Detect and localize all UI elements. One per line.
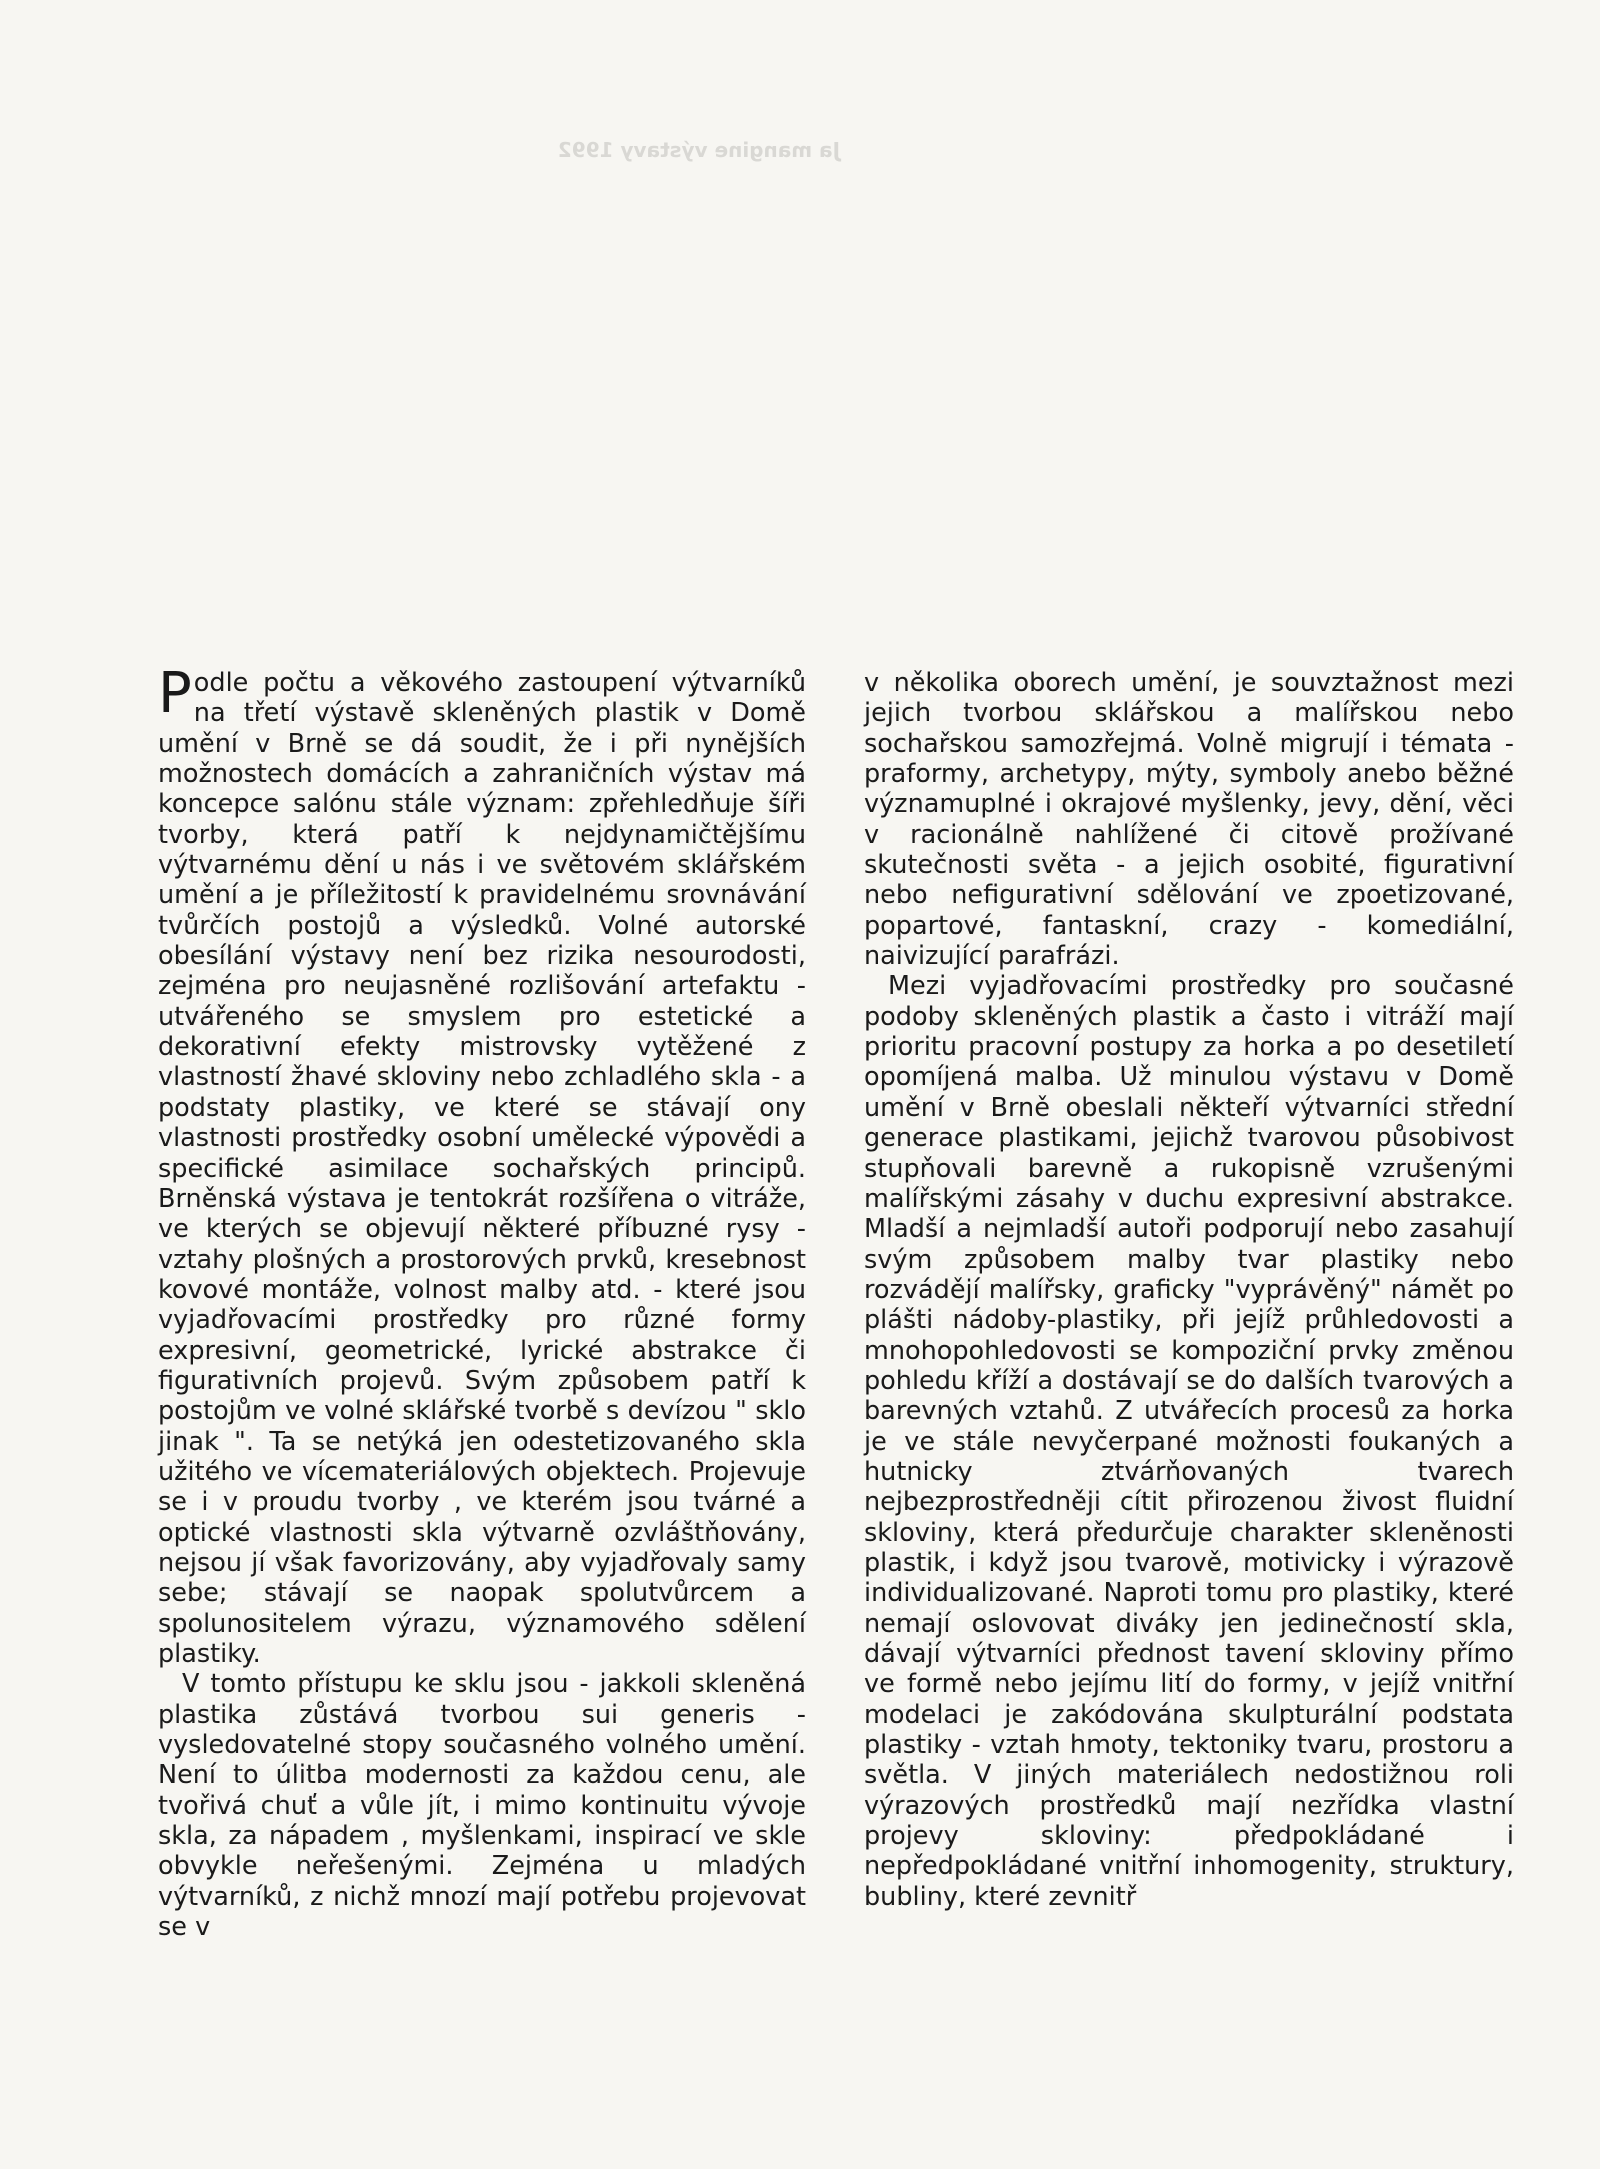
paragraph: v několika oborech umění, je souvztažnost mezi jejich tvorbou sklářskou a malířskou nebo sochařskou samozřejmá. Volně migrují i témata - praformy, archetypy, mýty, symboly anebo běžné významuplné i okrajové myšlenky, jevy, dění, věci v racionálně nahlížené či citově prožívané skutečnosti světa - a jejich osobité, figurativní nebo nefigurativní sdělování ve zpoetizované, popartové, fantaskní, crazy - komediální, naivizující parafrázi.: [864, 668, 1514, 972]
paragraph: [158, 661, 806, 1669]
paragraph: V tomto přístupu ke sklu jsou - jakkoli skleněná plastika zůstává tvorbou sui generis - vysledovatelné stopy současného volného umění. Není to úlitba modernosti za každou cenu, ale tvořivá chuť a vůle jít, i mimo kontinuitu vývoje skla, za nápadem , myšlenkami, inspirací ve skle obvykle neřešenými. Zejména u mladých výtvarníků, z nichž mnozí mají potřebu projevovat se v: [158, 1669, 806, 1943]
left-text-column: [158, 661, 806, 1943]
paragraph: Mezi vyjadřovacími prostředky pro současné podoby skleněných plastik a často i vitráží mají prioritu pracovní postupy za horka a po desetiletí opomíjená malba. Už minulou výstavu v Domě umění v Brně obeslali někteří výtvarníci střední generace plastikami, jejichž tvarovou působivost stupňovali barevně a rukopisně vzrušenými malířskými zásahy v duchu expresivní abstrakce. Mladší a nejmladší autoři podporují nebo zasahují svým způsobem malby tvar plastiky nebo rozvádějí malířsky, graficky "vyprávěný" námět po plášti nádoby-plastiky, při jejíž průhledovosti a mnohopohledovosti se kompoziční prvky změnou pohledu kříží a dostávají se do dalších tvarových a barevných vztahů. Z utvářecích procesů za horka je ve stále nevyčerpané možnosti foukaných a hutnicky ztvárňovaných tvarech nejbezprostředněji cítit přirozenou živost fluidní skloviny, která předurčuje charakter skleněnosti plastik, i když jsou tvarově, motivicky i výrazově individualizované. Naproti tomu pro plastiky, které nemají oslovovat diváky jen jedinečností skla, dávají výtvarníci přednost tavení skloviny přímo ve formě nebo jejímu lití do formy, v jejíž vnitřní modelaci je zakódována skulpturální podstata plastiky - vztah hmoty, tektoniky tvaru, prostoru a světla. V jiných materiálech nedostižnou roli výrazových prostředků mají nezřídka vlastní projevy skloviny: předpokládané i nepředpokládané vnitřní inhomogenity, struktury, bubliny, které zevnitř: [864, 971, 1514, 1912]
right-text-column: [864, 668, 1514, 1912]
bleed-through-text: Ja mangine výstavy 1992: [557, 138, 840, 162]
paragraph-text: odle počtu a věkového zastoupení výtvarníků na třetí výstavě skleněných plastik v Domě umění v Brně se dá soudit, že i při nynějších možnostech domácích a zahraničních výstav má koncepce salónu stále význam: zpřehledňuje šíři tvorby, která patří k nejdynamičtějšímu výtvarnému dění u nás i ve světovém sklářském umění a je příležitostí k pravidelnému srovnávání tvůrčích postojů a výsledků. Volné autorské obesílání výstavy není bez rizika nesourodosti, zejména pro neujasněné rozlišování artefaktu - utvářeného se smyslem pro estetické a dekorativní efekty mistrovsky vytěžené z vlastností žhavé skloviny nebo zchladlého skla - a podstaty plastiky, ve které se stávají ony vlastnosti prostředky osobní umělecké výpovědi a specifické asimilace sochařských principů. Brněnská výstava je tentokrát rozšířena o vitráže, ve kterých se objevují některé příbuzné rysy - vztahy plošných a prostorových prvků, kresebnost kovové montáže, volnost malby atd. - které jsou vyjadřovacími prostředky pro různé formy expresivní, geometrické, lyrické abstrakce či figurativních projevů. Svým způsobem patří k postojům ve volné sklářské tvorbě s devízou " sklo jinak ". Ta se netýká jen odestetizovaného skla užitého ve vícemateriálových objektech. Projevuje se i v proudu tvorby , ve kterém jsou tvárné a optické vlastnosti skla výtvarně ozvláštňovány, nejsou jí však favorizovány, aby vyjadřovaly samy sebe; stávají se naopak spolutvůrcem a spolunositelem výrazu, významového sdělení plastiky.: [158, 668, 806, 1669]
drop-cap: P: [158, 661, 192, 726]
